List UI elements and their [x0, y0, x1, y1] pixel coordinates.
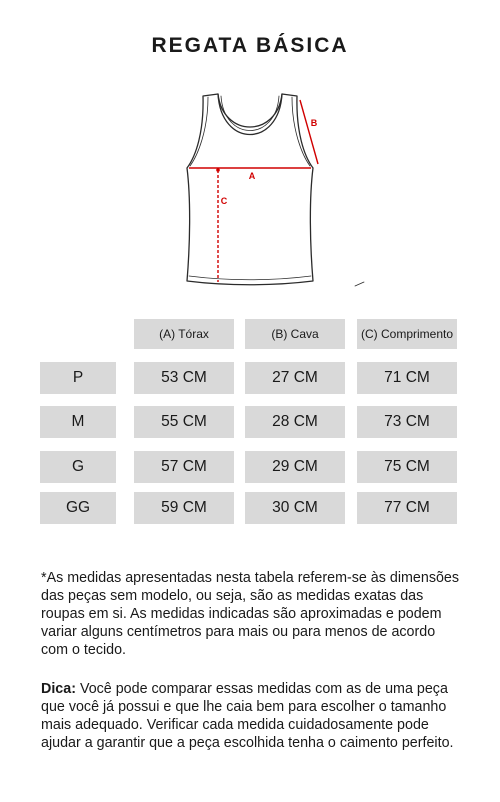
table-cell: 73 CM — [357, 406, 457, 438]
table-cell: 30 CM — [245, 492, 345, 524]
measure-label-a: A — [248, 171, 256, 181]
armhole-left — [190, 97, 208, 166]
measurement-note: *As medidas apresentadas nesta tabela referem-se às dimensões das peças sem modelo, ou seja, são as medidas exatas das roupas em si. As medidas indicadas são aproximadas e podem variar alguns centímetros para mais ou para menos de acordo com o tecido. — [41, 570, 460, 658]
table-cell: 55 CM — [134, 406, 234, 438]
measure-dot — [216, 168, 220, 172]
table-cell: 53 CM — [134, 362, 234, 394]
table-cell: 59 CM — [134, 492, 234, 524]
armhole-right — [292, 97, 310, 166]
size-label-p: P — [40, 362, 116, 394]
table-cell: 77 CM — [357, 492, 457, 524]
size-label-g: G — [40, 451, 116, 483]
tip-text: Você pode comparar essas medidas com as de uma peça que você já possui e que lhe caia bem para escolher o tamanho mais adequado. Verificar cada medida cuidadosamente pode ajudar a garantir que a peça escolhida tenha o caimento perfeito. — [41, 681, 454, 751]
measure-label-b: B — [310, 118, 318, 128]
table-cell: 29 CM — [245, 451, 345, 483]
neckline-trim — [218, 94, 282, 135]
page-title: REGATA BÁSICA — [151, 34, 349, 57]
measure-line-b — [300, 100, 318, 164]
hem-line — [189, 276, 311, 280]
table-cell: 28 CM — [245, 406, 345, 438]
table-cell: 75 CM — [357, 451, 457, 483]
column-header-comprimento: (C) Comprimento — [357, 319, 457, 349]
size-label-gg: GG — [40, 492, 116, 524]
tank-top-diagram — [0, 0, 500, 300]
tip-paragraph — [41, 680, 461, 752]
table-cell: 27 CM — [245, 362, 345, 394]
table-cell: 71 CM — [357, 362, 457, 394]
column-header-torax: (A) Tórax — [134, 319, 234, 349]
table-cell: 57 CM — [134, 451, 234, 483]
tip-label: Dica: — [41, 681, 76, 697]
size-label-m: M — [40, 406, 116, 438]
measure-label-c: C — [220, 196, 228, 206]
column-header-cava: (B) Cava — [245, 319, 345, 349]
